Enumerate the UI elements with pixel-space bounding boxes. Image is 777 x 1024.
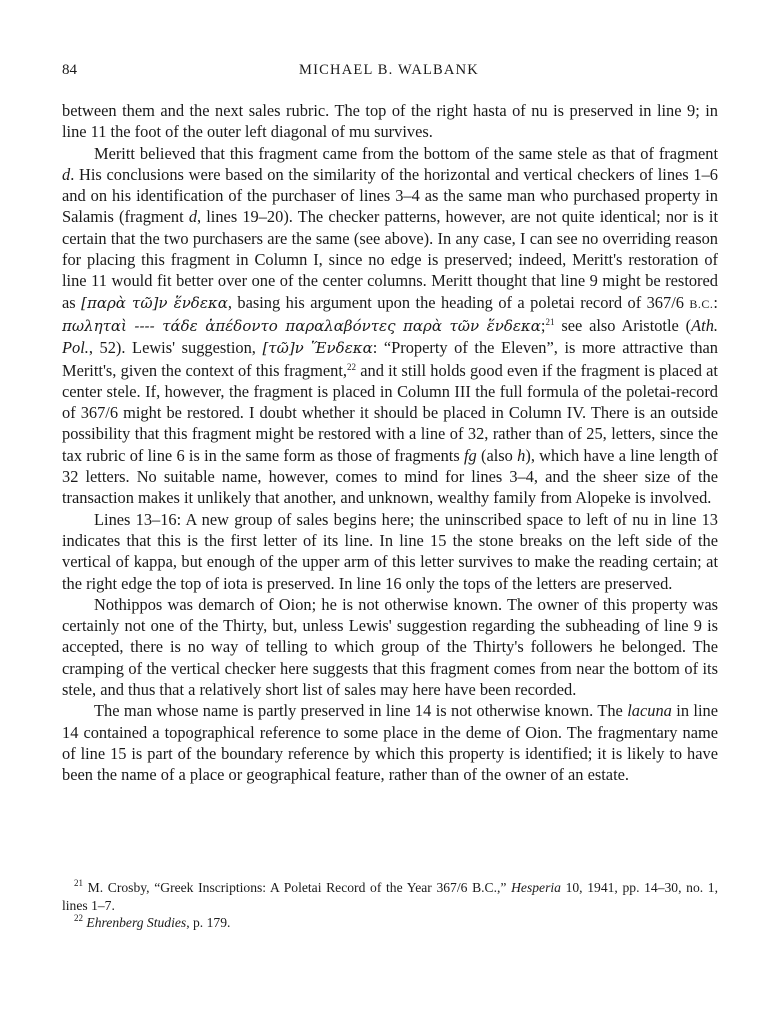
paragraph-1: between them and the next sales rubric. The top of the right hasta of nu is preserved in line 9; in line 11 the foot of the outer left diagonal of mu survives. [62,101,718,142]
paragraph-5: The man whose name is partly preserved in line 14 is not otherwise known. The lacuna in line 14 contained a topographical reference to some place in the deme of Oion. The fragmentary name of line 15 is part of the boundary reference by which this property is identified; it is likely to have been the name of a place or geographical feature, rather than of the owner of an estate. [62,701,718,785]
footnote-ref-22[interactable]: 22 [347,361,356,372]
body-text [62,100,718,786]
page-number: 84 [62,62,77,78]
footnote-ref-21[interactable]: 21 [545,316,555,327]
paragraph-3: Lines 13–16: A new group of sales begins here; the uninscribed space to left of nu in line 13 indicates that this is the first letter of its line. In line 15 the stone breaks on the left side of the vertical of kappa, but enough of the upper arm of this letter survives to make the reading certain; at the right edge the top of iota is preserved. In line 16 only the tops of the letters are preserved. [62,509,718,593]
footnote-21: $^{21}$ M. Crosby, “Greek Inscriptions: A Poletai Record of the Year 367/6 B.C.,” Hesperia 10, 1941, pp. 14–30, no. 1, lines 1–7. [62,878,718,913]
footnote-22: $^{22}$ Ehrenberg Studies, p. 179. [74,913,231,930]
paragraph-2: Meritt believed that this fragment came from the bottom of the same stele as that of fragment d. His conclusions were based on the similarity of the horizontal and vertical checkers of lines 1–6 and on his identification of the purchaser of lines 3–4 as the same man who purchased property in Salamis (fragment d, lines 19–20). The checker patterns, however, are not quite identical; nor is it certain that the two purchasers are the same (see above). In any case, I can see no overriding reason for placing this fragment in Column I, since no edge is preserved; indeed, Meritt's restoration of line 11 would fit better over one of the center columns. Meritt thought that line 9 might be restored as [παρὰ τῶ]ν ἕνδεκα, basing his argument upon the heading of a poletai record of 367/6 B.C.: πωληταὶ ---- τάδε ἀπέδοντο παραλαβόντες παρὰ τῶν ἕνδεκα;$^{21}$ see also Aristotle (Ath. Pol., 52). Lewis' suggestion, [τῶ]ν Ἕνδεκα: “Property of the Eleven”, is more attractive than Meritt's, given the context of this fragment,$^{22}$ and it still holds good even if the fragment is placed at center stele. If, however, the fragment is placed in Column III the full formula of the poletai-record of 367/6 might be restored. I doubt whether it should be placed in Column IV. There is an outside possibility that this fragment might be restored with a line of 32, rather than of 25, letters, since the tax rubric of line 6 is in the same form as those of fragments fg (also h), which have a line length of 32 letters. No suitable name, however, comes to mind for lines 3–4, and the sheer size of the transaction makes it unlikely that another, and unknown, wealthy family from Alopeke is involved. [62,143,719,508]
page-header [62,62,716,86]
greek-lewis-suggestion: [τῶ]ν Ἕνδεκα [262,339,373,358]
greek-restoration: [παρὰ τῶ]ν ἕνδεκα [81,293,228,312]
running-head: MICHAEL B. WALBANK [299,62,479,78]
greek-heading-quote: πωληταὶ ---- τάδε ἀπέδοντο παραλαβόντες παρὰ τῶν ἕνδεκα [62,316,541,335]
paragraph-4: Nothippos was demarch of Oion; he is not otherwise known. The owner of this property was certainly not one of the Thirty, but, unless Lewis' suggestion regarding the subheading of line 9 is accepted, there is no way of telling to which group of the Thirty's followers he belonged. The cramping of the vertical checker here suggests that this fragment comes from near the bottom of its stele, and thus that a relatively short list of sales may here have been recorded. [62,594,718,700]
footnotes [62,879,718,932]
